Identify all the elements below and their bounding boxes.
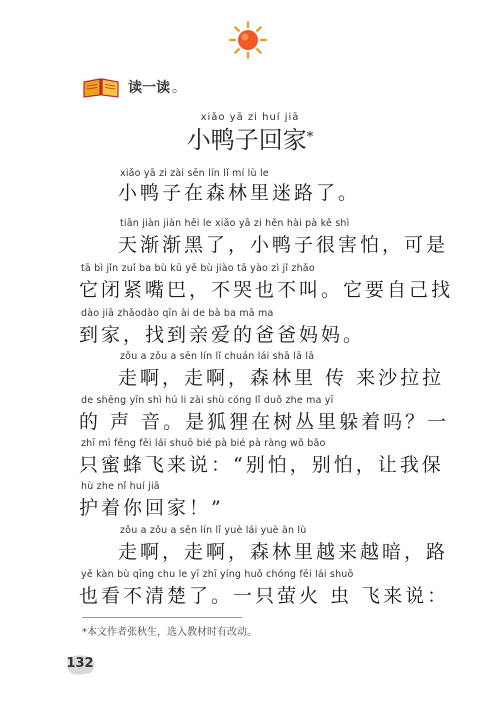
line-hanzi: 护着你回家！”	[79, 497, 224, 519]
footnote: *本文作者张秋生，选入教材时有改动。	[82, 627, 257, 638]
line-pinyin: zhī mì fēng fēi lái shuō bié pà bié pà ràng wǒ bǎo	[81, 438, 326, 449]
lesson-title	[0, 126, 500, 154]
line-pinyin: tā bì jǐn zuǐ ba bù kū yě bù jiào tā yào zì jǐ zhǎo	[81, 263, 315, 274]
line-hanzi: 它闭紧嘴巴，不哭也不叫。它要自己找	[79, 279, 454, 301]
line-hanzi: 的 声 音。是狐狸在树丛里躲着吗？一	[79, 411, 450, 433]
title-footnote-mark: *	[306, 130, 314, 145]
sun-icon	[228, 20, 268, 60]
page-number-badge	[64, 654, 96, 676]
line-hanzi: 走啊，走啊，森林里越来越暗，路	[118, 541, 449, 563]
title-pinyin: xiǎo yā zi huí jiā	[200, 112, 300, 123]
section-label: 读一读	[128, 80, 170, 96]
page-number: 132	[66, 656, 94, 671]
line-pinyin: zǒu a zǒu a sēn lín lǐ yuè lái yuè àn lù	[120, 525, 307, 536]
line-pinyin: tiān jiàn jiàn hēi le xiǎo yā zi hěn hài pà kě shì	[120, 218, 350, 229]
lesson-title-block	[0, 112, 500, 154]
line-pinyin: yě kàn bù qīng chu le yī zhī yíng huǒ chóng fēi lái shuō	[81, 569, 354, 580]
section-label-dot: 。	[172, 80, 186, 96]
section-header	[82, 76, 186, 98]
open-book-icon	[82, 76, 120, 98]
lesson-title-text: 小鸭子回家	[186, 126, 307, 154]
line-hanzi: 天渐渐黑了，小鸭子很害怕，可是	[118, 234, 449, 256]
line-hanzi: 走啊，走啊，森林里 传 来沙拉拉	[118, 367, 445, 389]
line-pinyin: de shēng yīn shì hú li zài shù cóng lǐ duǒ zhe ma yī	[81, 395, 334, 406]
line-hanzi: 也看不清楚了。一只萤火 虫 飞来说：	[79, 585, 450, 607]
line-pinyin: xiǎo yā zi zài sēn lín lǐ mí lù le	[120, 168, 269, 179]
line-pinyin: zǒu a zǒu a sēn lín lǐ chuán lái shā lā lā	[120, 351, 315, 362]
line-hanzi: 到家，找到亲爱的爸爸妈妈。	[79, 324, 366, 346]
line-hanzi: 小鸭子在森林里迷路了。	[118, 182, 361, 204]
footnote-divider	[82, 617, 242, 618]
line-pinyin: dào jiā zhǎodào qīn ài de bà ba mā ma	[81, 308, 274, 319]
line-pinyin: hù zhe nǐ huí jiā	[81, 481, 160, 492]
line-hanzi: 只蜜蜂飞来说：“别怕，别怕，让我保	[79, 454, 444, 476]
